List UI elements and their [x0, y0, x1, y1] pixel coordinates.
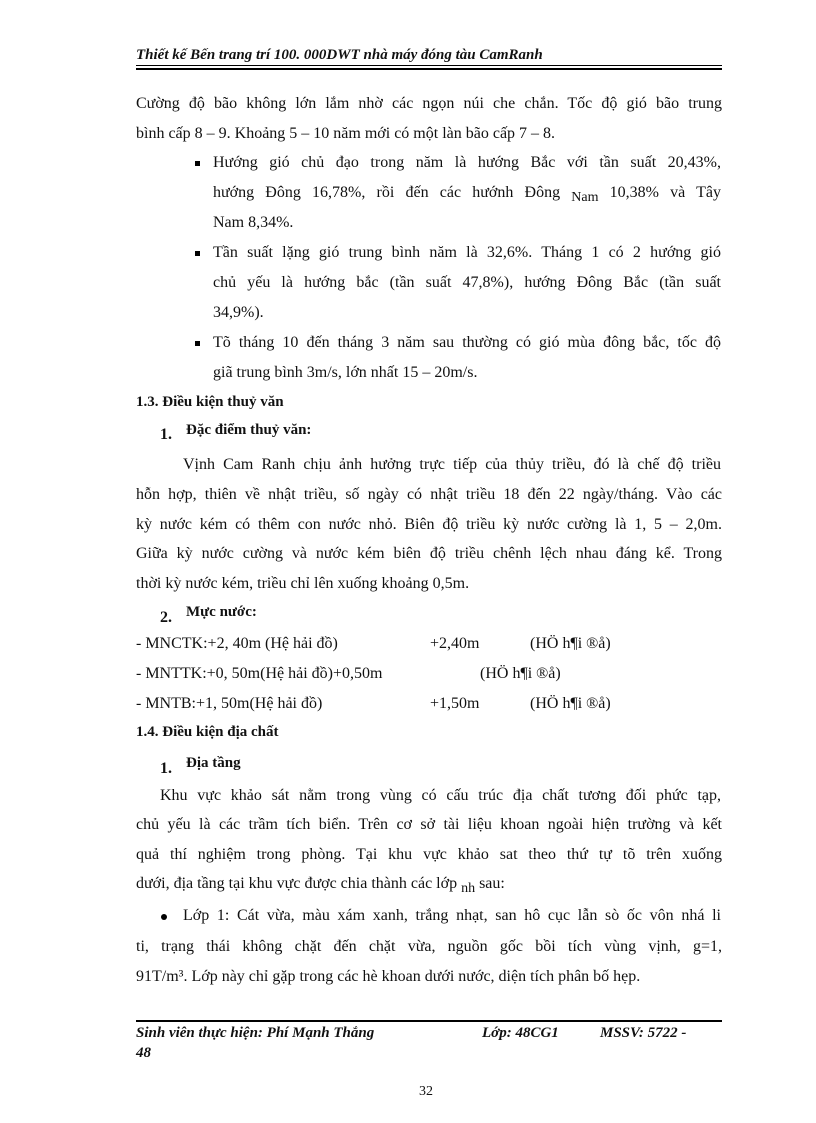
water-level-value: +1,50m: [430, 695, 480, 712]
layer-line: 91T/m³. Lớp này chỉ gặp trong các hè khoan dưới nước, diện tích phân bố hẹp.: [136, 968, 641, 985]
paragraph-line: kỳ nước kém có thêm con nước nhỏ. Biên độ triều kỳ nước cường là 1, 5 – 2,0m.: [136, 516, 722, 533]
footer-mssv: MSSV: 5722 -: [600, 1025, 687, 1041]
subsection-title: Đặc điểm thuỷ văn:: [186, 422, 312, 438]
paragraph-line: dưới, địa tầng tại khu vực được chia thành các lớp nh sau:: [136, 875, 505, 896]
header-rule-thick: [136, 68, 722, 70]
layer-line: ti, trạng thái không chặt đến chặt vừa, nguồn gốc bồi tích vùng vịnh, g=1,: [136, 938, 722, 955]
paragraph-line: quả thí nghiệm trong phòng. Tại khu vực khảo sat theo thứ tự tõ trên xuống: [136, 846, 722, 863]
bullet-line: giã trung bình 3m/s, lớn nhất 15 – 20m/s.: [213, 364, 478, 381]
paragraph-line: thời kỳ nước kém, triều chỉ lên xuống khoảng 0,5m.: [136, 575, 470, 592]
intro-line: Cường độ bão không lớn lắm nhờ các ngọn núi che chắn. Tốc độ gió bão trung: [136, 95, 722, 112]
subsection-title: Địa tầng: [186, 755, 241, 771]
subsection-number: 1.: [160, 760, 172, 777]
page-header-title: Thiết kế Bến trang trí 100. 000DWT nhà máy đóng tàu CamRanh: [136, 47, 543, 63]
paragraph-line: Giữa kỳ nước cường và nước kém biên độ triều chênh lệch nhau đáng kể. Trong: [136, 545, 722, 562]
subsection-number: 1.: [160, 426, 172, 443]
water-level-value: +2,40m: [430, 635, 480, 652]
header-rule: [136, 65, 722, 66]
footer-class: Lớp: 48CG1: [482, 1025, 559, 1041]
square-bullet-icon: [195, 251, 200, 256]
water-level-label: - MNCTK:+2, 40m (Hệ hải đồ): [136, 635, 338, 652]
bullet-line: Tõ tháng 10 đến tháng 3 năm sau thường có gió mùa đông bắc, tốc độ: [213, 334, 721, 351]
bullet-line: chủ yếu là hướng bắc (tần suất 47,8%), hướng Đông Bắc (tần suất: [213, 274, 721, 291]
bullet-line: Tần suất lặng gió trung bình năm là 32,6%. Tháng 1 có 2 hướng gió: [213, 244, 721, 261]
bullet-line: Nam 8,34%.: [213, 214, 294, 231]
square-bullet-icon: [195, 341, 200, 346]
paragraph-line: hỗn hợp, thiên về nhật triều, số ngày có nhật triều 18 đến 22 ngày/tháng. Vào các: [136, 486, 722, 503]
footer-rule: [136, 1020, 722, 1022]
section-heading: 1.4. Điều kiện địa chất: [136, 724, 279, 740]
page-number: 32: [419, 1084, 433, 1099]
water-level-datum: (HÖ h¶i ®å): [530, 695, 611, 712]
water-level-label: - MNTB:+1, 50m(Hệ hải đồ): [136, 695, 323, 712]
water-level-label: - MNTTK:+0, 50m(Hệ hải đồ)+0,50m: [136, 665, 383, 682]
square-bullet-icon: [195, 161, 200, 166]
paragraph-line: chủ yếu là các trầm tích biển. Trên cơ sở tài liệu khoan ngoài hiện trường và kết: [136, 816, 722, 833]
bullet-line: Hướng gió chủ đạo trong năm là hướng Bắc với tần suất 20,43%,: [213, 154, 721, 171]
subsection-title: Mực nước:: [186, 604, 257, 620]
intro-line: bình cấp 8 – 9. Khoảng 5 – 10 năm mới có một làn bão cấp 7 – 8.: [136, 125, 556, 142]
subsection-number: 2.: [160, 609, 172, 626]
bullet-line: hướng Đông 16,78%, rồi đến các hướnh Đông Nam 10,38% và Tây: [213, 184, 721, 205]
round-bullet-icon: [161, 914, 167, 920]
water-level-datum: (HÖ h¶i ®å): [530, 635, 611, 652]
footer-mssv-continued: 48: [136, 1045, 151, 1061]
footer-student: Sinh viên thực hiện: Phí Mạnh Thắng: [136, 1025, 375, 1041]
paragraph-line: Vịnh Cam Ranh chịu ảnh hưởng trực tiếp của thủy triều, đó là chế độ triều: [183, 456, 721, 473]
water-level-datum: (HÖ h¶i ®å): [480, 665, 561, 682]
paragraph-line: Khu vực khảo sát nằm trong vùng có cấu trúc địa chất tương đối phức tạp,: [160, 787, 721, 804]
layer-line: Lớp 1: Cát vừa, màu xám xanh, trắng nhạt, san hô cục lẫn sò ốc vôn nhá li: [183, 907, 721, 924]
bullet-line: 34,9%).: [213, 304, 264, 321]
section-heading: 1.3. Điều kiện thuỷ văn: [136, 394, 284, 410]
